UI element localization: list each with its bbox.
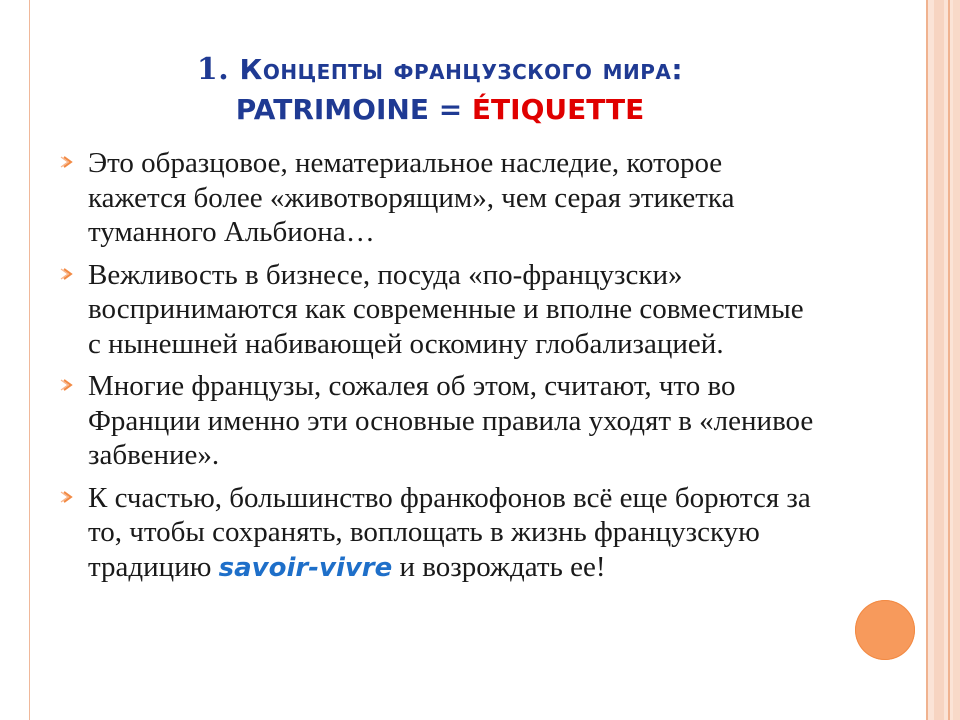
bullet-item (60, 146, 820, 250)
stripe (948, 0, 950, 720)
circle-icon (855, 600, 915, 660)
right-decorative-stripes (926, 0, 960, 720)
chevron-right-icon (60, 489, 76, 505)
title-line-2 (60, 91, 820, 129)
bullet-item (60, 481, 820, 586)
stripe (953, 0, 960, 720)
savoir-vivre-highlight: savoir-vivre (218, 552, 393, 583)
chevron-right-icon (60, 154, 76, 170)
bullet-text: Многие французы, сожалея об этом, считают, что во Франции именно эти основные правила уходят в «ленивое забвение». (88, 370, 814, 471)
title-heading: Концепты французского мира: (239, 53, 684, 86)
stripe (926, 0, 928, 720)
left-border-line (0, 0, 30, 720)
title-number: 1. (196, 52, 230, 87)
title-patrimoine: PATRIMOINE (235, 92, 429, 126)
title-equals: = (428, 92, 472, 126)
bullet-list (60, 146, 820, 593)
slide-title (60, 50, 820, 128)
chevron-right-icon (60, 266, 76, 282)
chevron-right-icon (60, 377, 76, 393)
bullet-text-before: К счастью, большинство франкофонов всё еще борются за то, чтобы сохранять, воплощать в жизнь французскую традицию (88, 481, 811, 583)
bullet-item (60, 369, 820, 473)
stripe (934, 0, 944, 720)
bullet-text-after: и возрождать ее! (392, 550, 606, 583)
title-line-1 (60, 50, 820, 91)
bullet-text: Это образцовое, нематериальное наследие, которое кажется более «животворящим», чем серая этикетка туманного Альбиона… (88, 147, 735, 248)
title-etiquette: ÉTIQUETTE (471, 92, 645, 126)
bullet-item (60, 258, 820, 362)
bullet-text: Вежливость в бизнесе, посуда «по-французски» воспринимаются как современные и вполне совместимые с нынешней набивающей оскомину глобализацией. (88, 258, 804, 360)
